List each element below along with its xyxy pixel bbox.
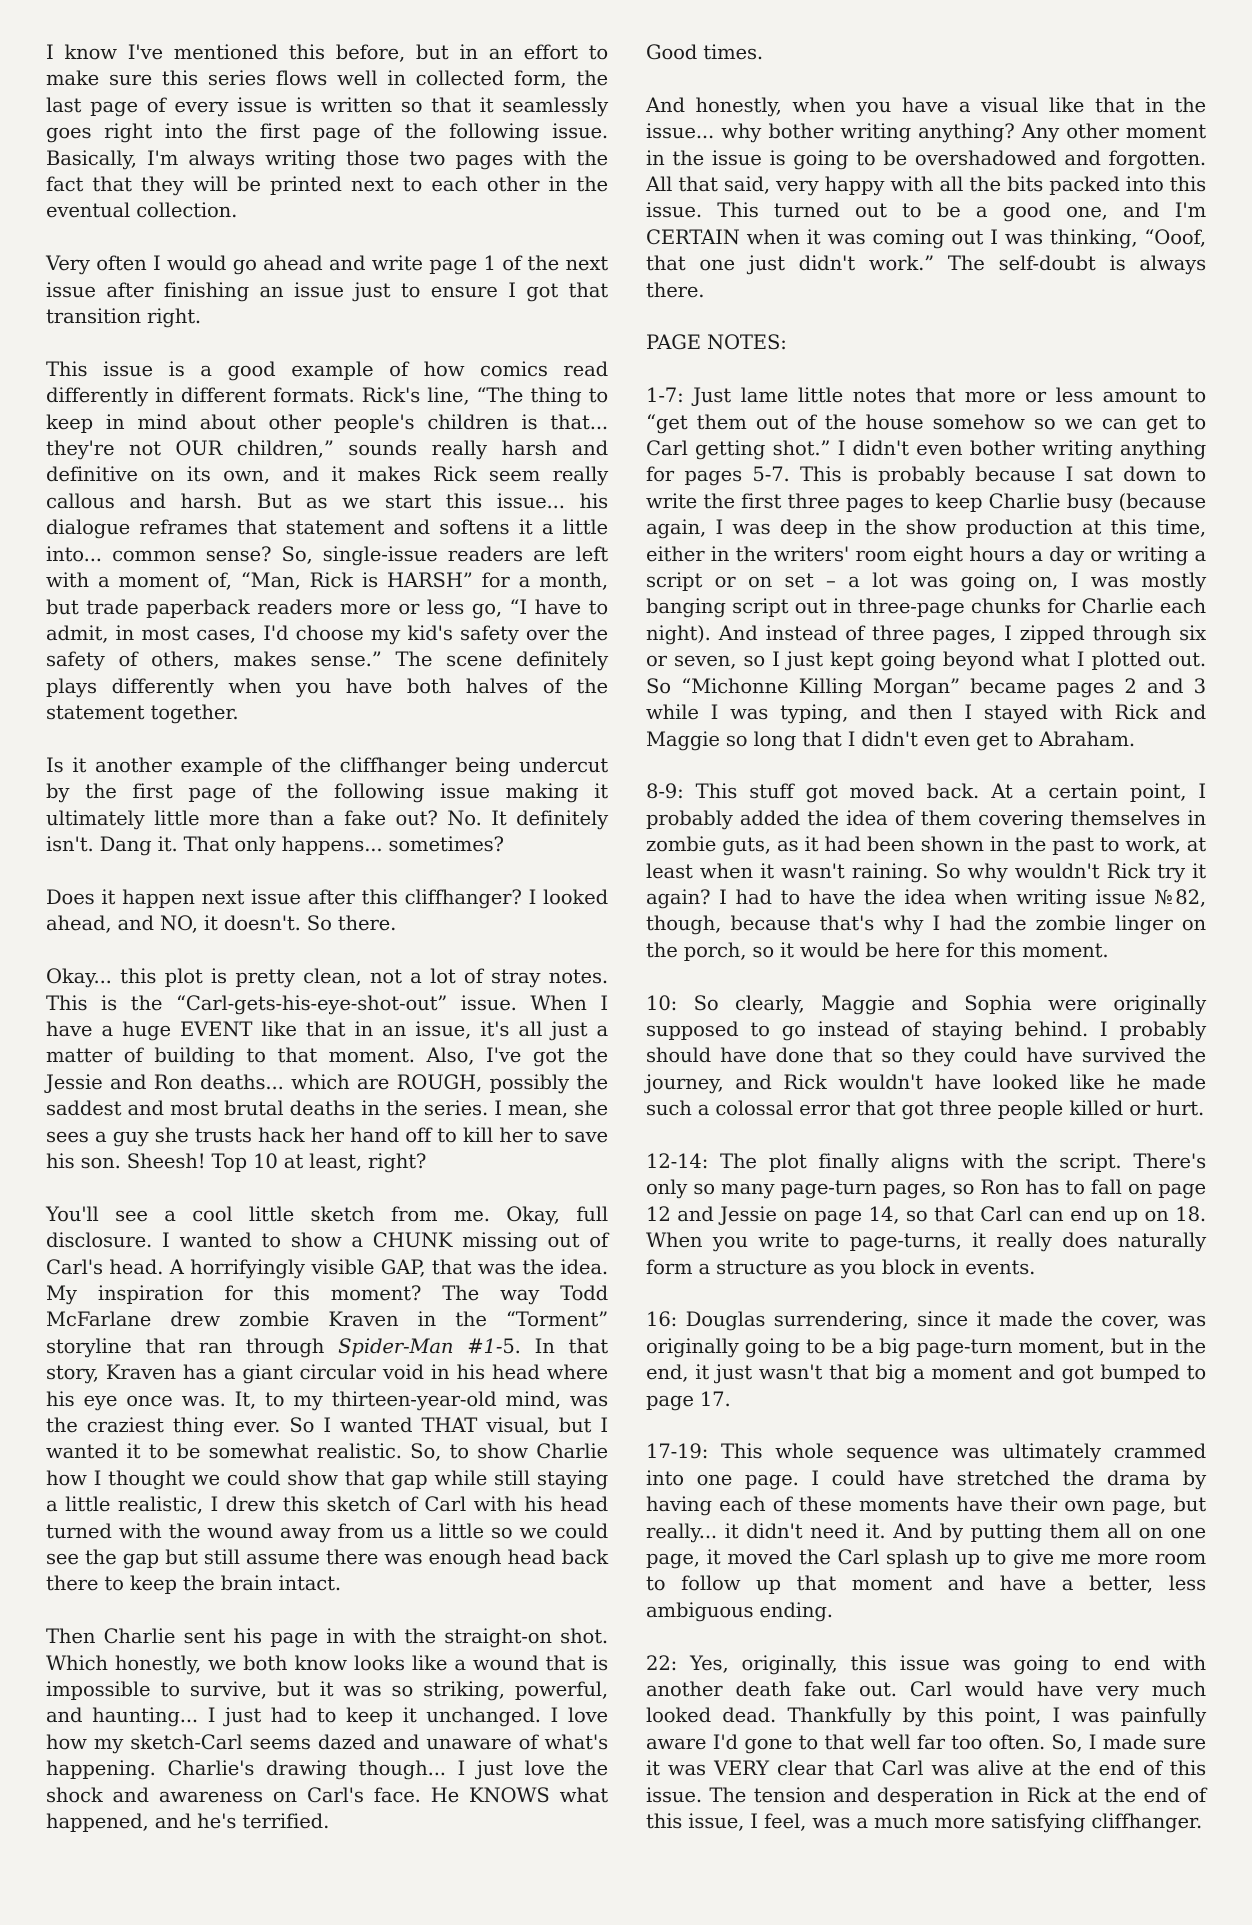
page-note: 17-19: This whole sequence was ultimately crammed into one page. I could have stretched the drama by having each of these moments have their own page, but really... it didn't need it. And by putting them all on one page, it moved the Carl splash up to give me more room to follow up that moment and have a better, less ambiguous ending. — [646, 1440, 1206, 1622]
page-note: 22: Yes, originally, this issue was going to end with another death fake out. Carl would have very much looked dead. Thankfully by this point, I was painfully aware I'd gone to that well far too often. So, I made sure it was VERY clear that Carl was alive at the end of this issue. The tension and desperation in Rick at the end of this issue, I feel, was a much more satisfying cliffhanger. — [646, 1651, 1206, 1834]
comic-title: Spider-Man #1- — [338, 1334, 503, 1358]
right-column — [646, 40, 1206, 1890]
paragraph: And honestly, when you have a visual like that in the issue... why bother writing anything? Any other moment in the issue is going to be overshadowed and forgotten. All that said, very happy with all the bits packed into this issue. This turned out to be a good one, and I'm CERTAIN when it was coming out I was thinking, “Ooof, that one just didn't work.” The self-doubt is always there. — [646, 93, 1206, 302]
paragraph: Does it happen next issue after this cliffhanger? I looked ahead, and NO, it doesn't. So there. — [46, 885, 608, 936]
paragraph: Good times. — [646, 41, 763, 64]
paragraph: Okay... this plot is pretty clean, not a lot of stray notes. This is the “Carl-gets-his-eye-shot-out” issue. When I have a huge EVENT like that in an issue, it's all just a matter of building to that moment. Also, I've got the Jessie and Ron deaths... which are ROUGH, possibly the saddest and most brutal deaths in the series. I mean, she sees a guy she trusts hack her hand off to kill her to save his son. Sheesh! Top 10 at least, right? — [46, 965, 608, 1173]
sketch-paragraph — [46, 1202, 608, 1598]
page-notes-heading: PAGE NOTES: — [646, 331, 787, 355]
paragraph: Is it another example of the cliffhanger being undercut by the first page of the following issue making it ultimately little more than a fake out? No. It definitely isn't. Dang it. That only happens... sometimes? — [46, 753, 608, 857]
page-note: 16: Douglas surrendering, since it made the cover, was originally going to be a big page-turn moment, but in the end, it just wasn't that big a moment and got bumped to page 17. — [646, 1308, 1206, 1411]
paragraph: Very often I would go ahead and write page 1 of the next issue after finishing an issue just to ensure I got that transition right. — [46, 252, 608, 329]
page-note: 12-14: The plot finally aligns with the script. There's only so many page-turn pages, so Ron has to fall on page 12 and Jessie on page 14, so that Carl can end up on 18. When you write to page-turns, it really does naturally form a structure as you block in events. — [646, 1149, 1206, 1279]
paragraph: Then Charlie sent his page in with the straight-on shot. Which honestly, we both know looks like a wound that is impossible to survive, but it was so striking, powerful, and haunting... I just had to keep it unchanged. I love how my sketch-Carl seems dazed and unaware of what's happening. Charlie's drawing though... I just love the shock and awareness on Carl's face. He KNOWS what happened, and he's terrified. — [46, 1625, 608, 1834]
sketch-text-after: 5. In that story, Kraven has a giant circular void in his head where his eye once was. It, to my thirteen-year-old mind, was the craziest thing ever. So I wanted THAT visual, but I wanted it to be somewhat realistic. So, to show Charlie how I thought we could show that gap while still staying a little realistic, I drew this sketch of Carl with his head turned with the wound away from us a little so we could see the gap but still assume there was enough head back there to keep the brain intact. — [46, 1334, 608, 1596]
left-column — [46, 40, 608, 1890]
document-page — [46, 40, 1206, 1890]
page-note: 1-7: Just lame little notes that more or less amount to “get them out of the house somehow so we can get to Carl getting shot.” I didn't even bother writing anything for pages 5-7. This is probably because I sat down to write the first three pages to keep Charlie busy (because again, I was deep in the show production at this time, either in the writers' room eight hours a day or writing a script or on set – a lot was going on, I was mostly banging script out in three-page chunks for Charlie each night). And instead of three pages, I zipped through six or seven, so I just kept going beyond what I plotted out. So “Michonne Killing Morgan” became pages 2 and 3 while I was typing, and then I stayed with Rick and Maggie so long that I didn't even get to Abraham. — [646, 384, 1206, 751]
page-note: 10: So clearly, Maggie and Sophia were originally supposed to go instead of staying behind. I probably should have done that so they could have survived the journey, and Rick wouldn't have looked like he made such a colossal error that got three people killed or hurt. — [646, 991, 1206, 1121]
page-note: 8-9: This stuff got moved back. At a certain point, I probably added the idea of them covering themselves in zombie guts, as it had been shown in the past to work, at least when it wasn't raining. So why wouldn't Rick try it again? I had to have the idea when writing issue №82, though, because that's why I had the zombie linger on the porch, so it would be here for this moment. — [646, 780, 1206, 962]
paragraph: I know I've mentioned this before, but in an effort to make sure this series flows well in collected form, the last page of every issue is written so that it seamlessly goes right into the first page of the following issue. Basically, I'm always writing those two pages with the fact that they will be printed next to each other in the eventual collection. — [46, 41, 608, 223]
sketch-text-before: You'll see a cool little sketch from me. Okay, full disclosure. I wanted to show a CHUNK missing out of Carl's head. A horrifyingly visible GAP, that was the idea. My inspiration for this moment? The way Todd McFarlane drew zombie Kraven in the “Torment” storyline that ran through — [46, 1202, 608, 1358]
paragraph: This issue is a good example of how comics read differently in different formats. Rick's line, “The thing to keep in mind about other people's children is that... they're not OUR children,” sounds really harsh and definitive on its own, and it makes Rick seem really callous and harsh. But as we start this issue... his dialogue reframes that statement and softens it a little into... common sense? So, single-issue readers are left with a moment of, “Man, Rick is HARSH” for a month, but trade paperback readers more or less go, “I have to admit, in most cases, I'd choose my kid's safety over the safety of others, makes sense.” The scene definitely plays differently when you have both halves of the statement together. — [46, 357, 608, 725]
